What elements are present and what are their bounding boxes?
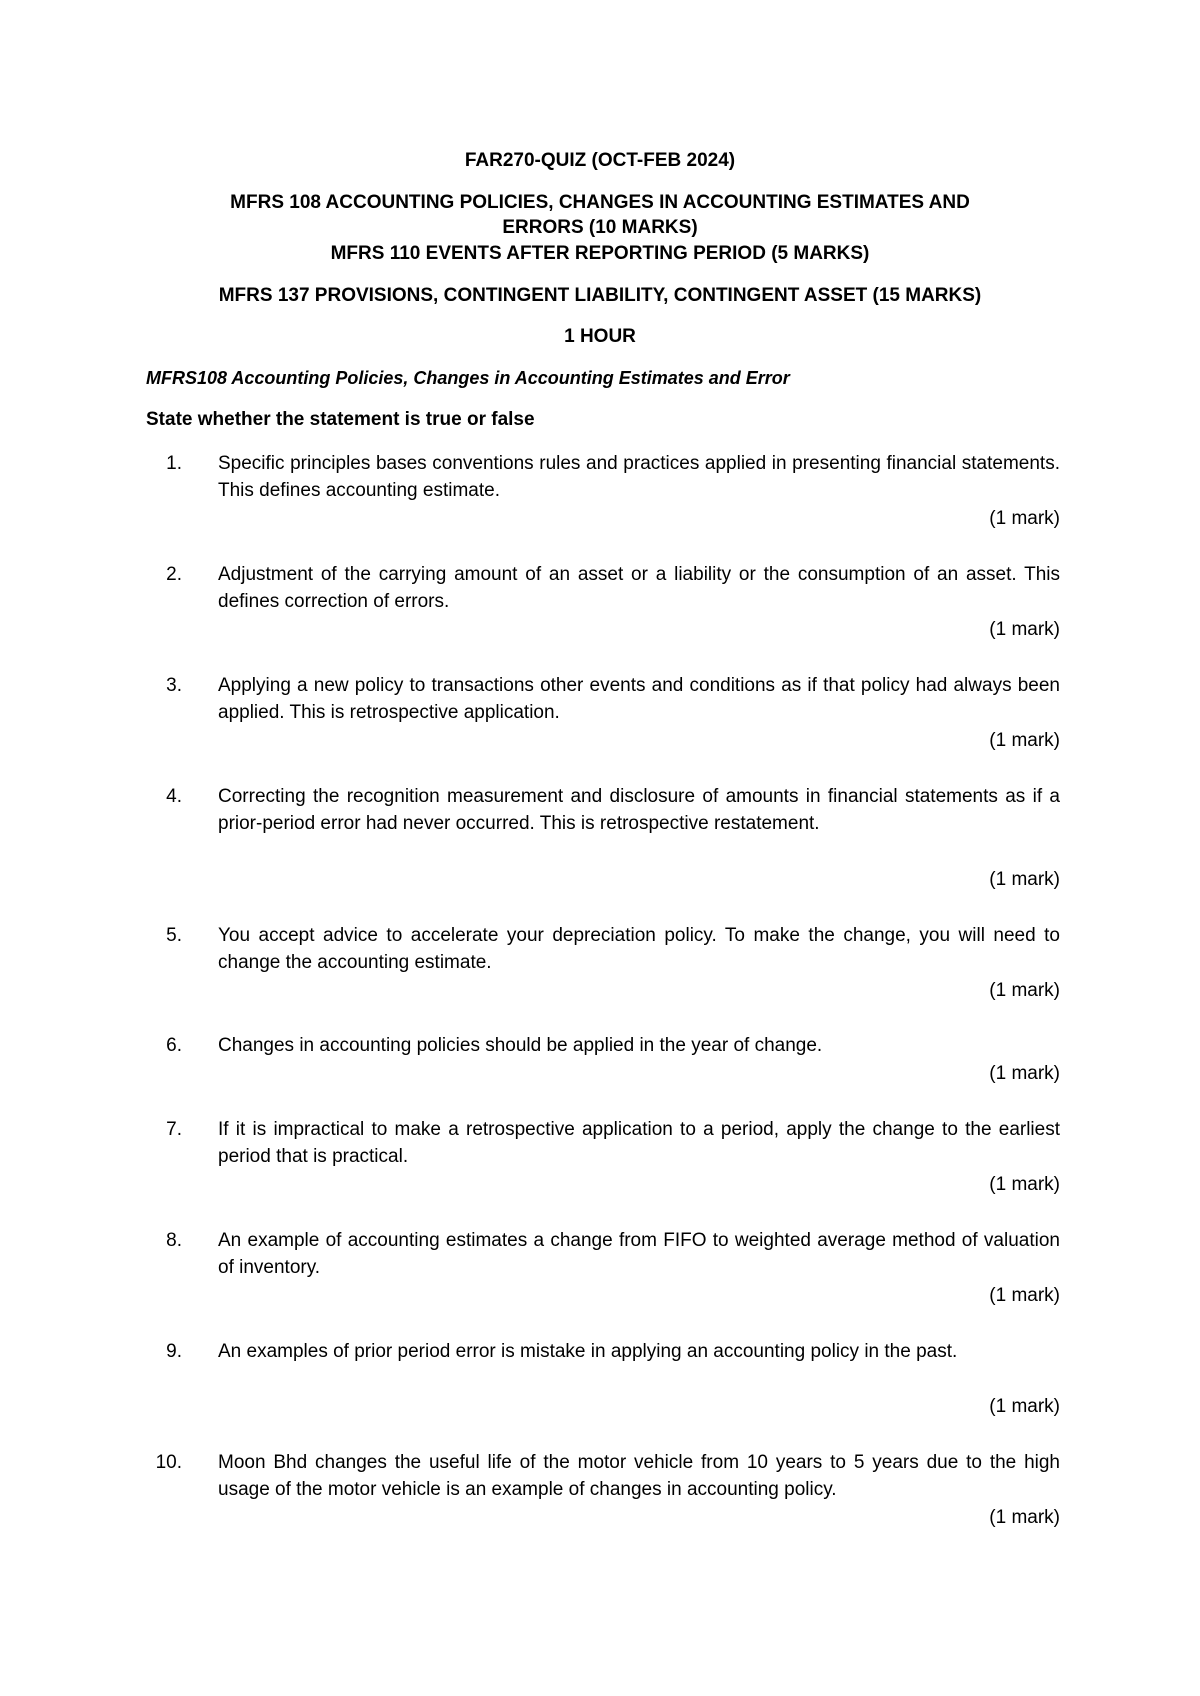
question-text: Correcting the recognition measurement and disclosure of amounts in financial statements as if a prior-period error had never occurred. This is retrospective restatement. bbox=[218, 786, 1060, 834]
question-number: 9. bbox=[166, 1341, 182, 1362]
question-text: An examples of prior period error is mistake in applying an accounting policy in the past. bbox=[218, 1341, 958, 1362]
topic-mfrs108-line2: ERRORS (10 MARKS) bbox=[502, 217, 698, 238]
question-mark: (1 mark) bbox=[989, 1507, 1060, 1528]
question-mark: (1 mark) bbox=[989, 1174, 1060, 1195]
question-number: 4. bbox=[166, 786, 182, 807]
question-text: An example of accounting estimates a change from FIFO to weighted average method of valuation of inventory. bbox=[218, 1230, 1060, 1278]
question-mark: (1 mark) bbox=[989, 1063, 1060, 1084]
question-text: Specific principles bases conventions rules and practices applied in presenting financial statements. This defines accounting estimate. bbox=[218, 453, 1060, 501]
topic-mfrs110: MFRS 110 EVENTS AFTER REPORTING PERIOD (5 MARKS) bbox=[330, 243, 870, 264]
question-mark: (1 mark) bbox=[989, 980, 1060, 1001]
question-text: If it is impractical to make a retrospective application to a period, apply the change to the earliest period that is practical. bbox=[218, 1119, 1060, 1167]
quiz-duration: 1 HOUR bbox=[564, 326, 636, 347]
section-title: MFRS108 Accounting Policies, Changes in Accounting Estimates and Error bbox=[146, 368, 790, 388]
question-number: 3. bbox=[166, 675, 182, 696]
question-mark: (1 mark) bbox=[989, 508, 1060, 529]
question-text: Applying a new policy to transactions other events and conditions as if that policy had always been applied. This is retrospective application. bbox=[218, 675, 1060, 723]
section-instruction: State whether the statement is true or false bbox=[146, 409, 535, 430]
question-mark: (1 mark) bbox=[989, 869, 1060, 890]
question-mark: (1 mark) bbox=[989, 1396, 1060, 1417]
question-number: 10. bbox=[155, 1452, 182, 1473]
question-number: 1. bbox=[166, 453, 182, 474]
question-number: 5. bbox=[166, 925, 182, 946]
question-text: Adjustment of the carrying amount of an asset or a liability or the consumption of an asset. This defines correction of errors. bbox=[218, 564, 1060, 612]
question-mark: (1 mark) bbox=[989, 730, 1060, 751]
topic-mfrs137: MFRS 137 PROVISIONS, CONTINGENT LIABILITY, CONTINGENT ASSET (15 MARKS) bbox=[218, 285, 982, 306]
question-number: 7. bbox=[166, 1119, 182, 1140]
question-text: You accept advice to accelerate your depreciation policy. To make the change, you will need to change the accounting estimate. bbox=[218, 925, 1060, 973]
question-mark: (1 mark) bbox=[989, 1285, 1060, 1306]
question-number: 2. bbox=[166, 564, 182, 585]
question-number: 8. bbox=[166, 1230, 182, 1251]
topic-mfrs108-line1: MFRS 108 ACCOUNTING POLICIES, CHANGES IN ACCOUNTING ESTIMATES AND bbox=[230, 192, 970, 213]
question-number: 6. bbox=[166, 1035, 182, 1056]
question-text: Changes in accounting policies should be applied in the year of change. bbox=[218, 1035, 823, 1056]
question-text: Moon Bhd changes the useful life of the motor vehicle from 10 years to 5 years due to the high usage of the motor vehicle is an example of changes in accounting policy. bbox=[218, 1452, 1060, 1500]
quiz-title: FAR270-QUIZ (OCT-FEB 2024) bbox=[464, 150, 736, 171]
question-mark: (1 mark) bbox=[989, 619, 1060, 640]
